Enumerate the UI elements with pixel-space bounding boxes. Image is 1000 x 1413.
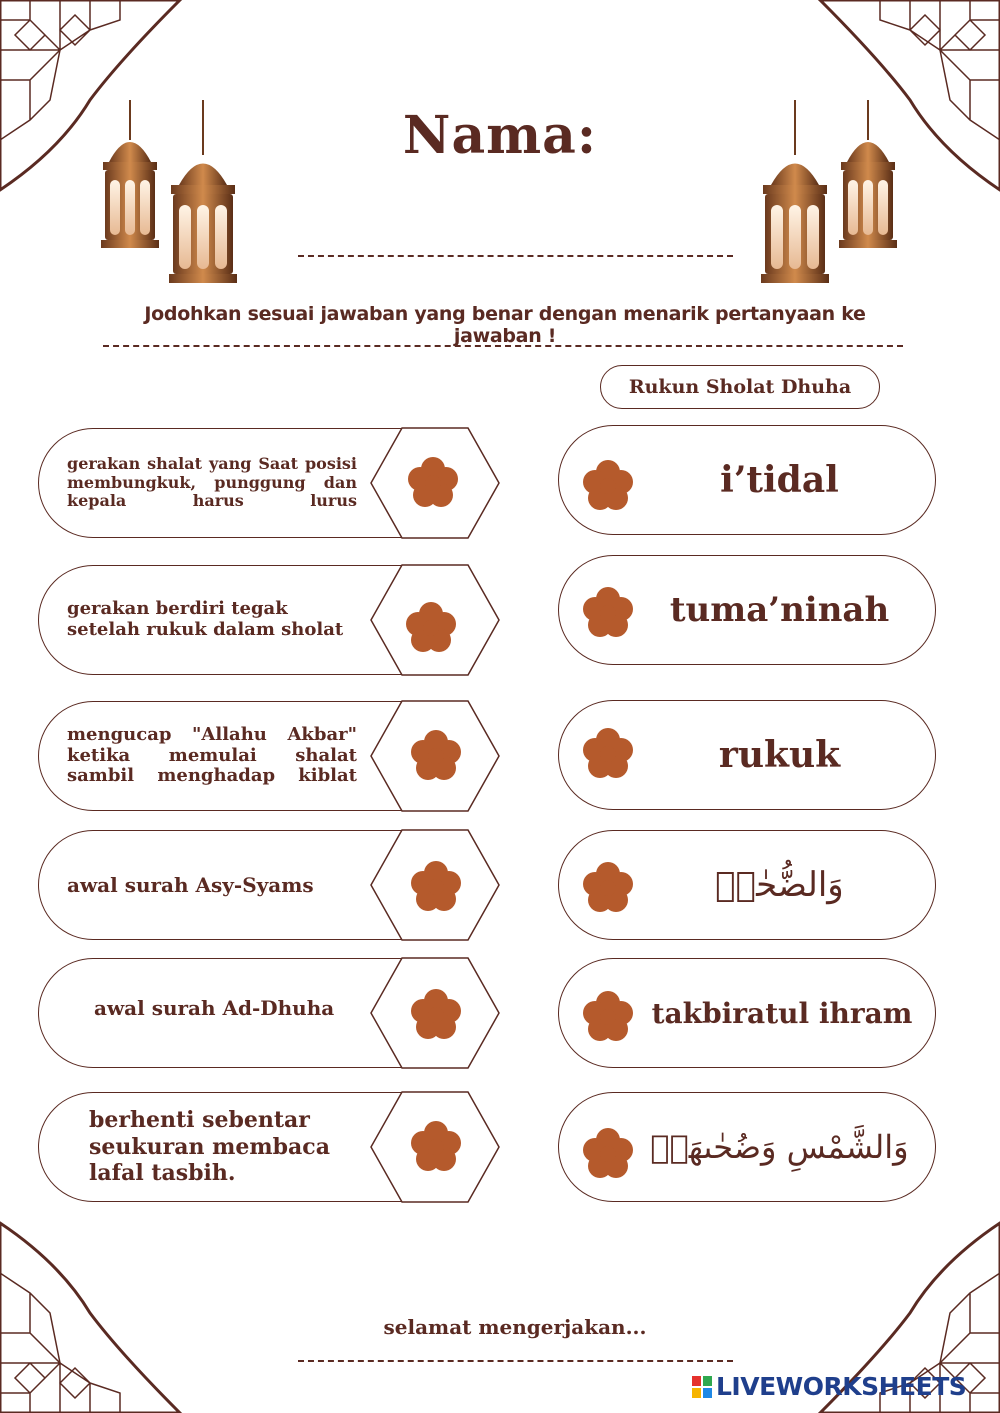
answer-card-6[interactable] <box>558 1092 936 1202</box>
question-6-connector[interactable] <box>370 1091 500 1203</box>
liveworksheets-logo-icon <box>692 1376 712 1398</box>
name-input-line[interactable] <box>298 255 733 257</box>
corner-ornament-bottom-left <box>0 1213 200 1413</box>
answer-text: وَالضُّحٰىۙ <box>715 865 844 905</box>
answer-text: وَالشَّمْسِ وَضُحٰىهَاۖ <box>650 1128 909 1166</box>
flower-icon <box>577 857 639 919</box>
answer-header: Rukun Sholat Dhuha <box>600 365 880 409</box>
question-4-connector[interactable] <box>370 829 500 941</box>
question-3-connector[interactable] <box>370 700 500 812</box>
question-text: gerakan berdiri tegak setelah rukuk dalam sholat <box>67 598 344 640</box>
flower-icon <box>577 582 639 644</box>
answer-text: rukuk <box>718 734 841 776</box>
liveworksheets-brand[interactable]: LIVEWORKSHEETS <box>716 1372 967 1401</box>
lantern-left-icon <box>95 100 245 285</box>
answer-card-5[interactable] <box>558 958 936 1068</box>
question-text: gerakan shalat yang Saat posisi membungkuk, punggung dan kepala harus lurus <box>67 454 357 511</box>
question-1-connector[interactable] <box>370 427 500 539</box>
divider <box>103 345 903 347</box>
flower-icon <box>577 986 639 1048</box>
question-text: mengucap "Allahu Akbar" ketika memulai shalat sambil menghadap kiblat <box>67 723 357 787</box>
answer-card-1[interactable] <box>558 425 936 535</box>
instruction-text: Jodohkan sesuai jawaban yang benar dengan menarik pertanyaan ke jawaban ! <box>144 303 866 347</box>
question-text: awal surah Ad-Dhuha <box>94 996 335 1020</box>
footer-text: selamat mengerjakan... <box>383 1315 647 1339</box>
lantern-right-icon <box>758 100 908 285</box>
question-5-connector[interactable] <box>370 957 500 1069</box>
answer-text: i’tidal <box>720 459 839 501</box>
answer-card-2[interactable] <box>558 555 936 665</box>
flower-icon <box>577 1123 639 1185</box>
answer-text: takbiratul ihram <box>651 996 913 1030</box>
answer-card-4[interactable] <box>558 830 936 940</box>
question-text: awal surah Asy-Syams <box>67 872 314 897</box>
flower-icon <box>577 723 639 785</box>
answer-text: tuma’ninah <box>669 590 890 630</box>
question-2-connector[interactable] <box>370 564 500 676</box>
answer-card-3[interactable] <box>558 700 936 810</box>
name-label: Nama: <box>402 105 598 166</box>
question-text: berhenti sebentar seukuran membaca lafal tasbih. <box>89 1107 330 1187</box>
footer-divider <box>298 1360 733 1362</box>
flower-icon <box>577 455 639 517</box>
